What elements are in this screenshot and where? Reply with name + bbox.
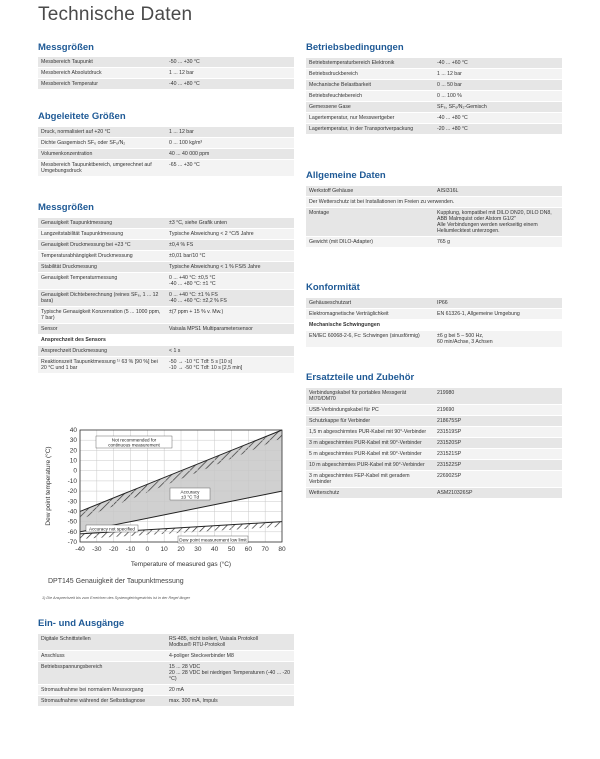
- spec-value: ±0,4 % FS: [166, 240, 294, 251]
- spec-row: [38, 240, 294, 251]
- spec-row: [306, 388, 562, 405]
- spec-value: 0 ... +40 °C: ±0,5 °C -40 ... +80 °C: ±1 °C: [166, 273, 294, 290]
- spec-value: ±(7 ppm + 15 % v. Mw.): [166, 307, 294, 324]
- spec-label: Langzeitstabilität Taupunktmessung: [38, 229, 166, 240]
- spec-row: [38, 138, 294, 149]
- x-tick-label: -40: [75, 546, 85, 553]
- spec-value: -50 ... +30 °C: [166, 57, 294, 68]
- spec-row: [38, 218, 294, 229]
- spec-value: Vaisala MPS1 Multiparametersensor: [166, 324, 294, 335]
- spec-row: [38, 251, 294, 262]
- spec-row: [38, 651, 294, 662]
- spec-row: [38, 262, 294, 273]
- spec-row: [306, 208, 562, 237]
- spec-label: Dichte Gasgemisch SF₆ oder SF₆/N₂: [38, 138, 166, 149]
- spec-value: Typische Abweichung < 2 °C/5 Jahre: [166, 229, 294, 240]
- spec-label: Mechanische Belastbarkeit: [306, 80, 434, 91]
- spec-row: [38, 346, 294, 357]
- x-tick-label: 70: [261, 546, 269, 553]
- spec-value: 219690: [434, 405, 562, 416]
- annotation-accuracy-text: Accuracy: [180, 489, 200, 495]
- y-tick-label: 30: [69, 437, 77, 445]
- spec-row: [306, 186, 562, 197]
- spec-row: [306, 237, 562, 248]
- y-tick-label: -20: [67, 488, 77, 496]
- spec-row: [306, 197, 562, 208]
- spec-row: [38, 685, 294, 696]
- spec-label: Sensor: [38, 324, 166, 335]
- spec-row: [38, 634, 294, 651]
- spec-label: Genauigkeit Dichteberechnung (reines SF₆, 1 ... 12 bara): [38, 290, 166, 307]
- spec-label: Elektromagnetische Verträglichkeit: [306, 309, 434, 320]
- spec-label: Ansprechzeit Druckmessung: [38, 346, 166, 357]
- spec-value: < 1 s: [166, 346, 294, 357]
- spec-value: Typische Abweichung < 1 % FS/5 Jahre: [166, 262, 294, 273]
- spec-value: -40 ... +80 °C: [166, 79, 294, 90]
- spec-value: RS-485, nicht isoliert, Vaisala Protokoll Modbus® RTU-Protokoll: [166, 634, 294, 651]
- spec-value: 765 g: [434, 237, 562, 248]
- y-tick-label: 0: [73, 467, 77, 475]
- spec-value: 218675SP: [434, 416, 562, 427]
- spec-row: [38, 68, 294, 79]
- x-tick-label: -10: [125, 546, 136, 553]
- spec-table-abgeleitete-groessen: [38, 127, 294, 177]
- spec-label: 1,5 m abgeschirmtes PUR-Kabel mit 90°-Verbinder: [306, 427, 434, 438]
- spec-row: [306, 416, 562, 427]
- spec-label: Stromaufnahme während der Selbstdiagnose: [38, 696, 166, 707]
- spec-row: [306, 405, 562, 416]
- spec-label: Betriebstemperaturbereich Elektronik: [306, 58, 434, 69]
- spec-label: Gehäuseschutzart: [306, 298, 434, 309]
- spec-row: [306, 124, 562, 135]
- y-tick-label: -10: [67, 477, 77, 485]
- spec-label: Verbindungskabel für portables Messgerät MI70/DM70: [306, 388, 434, 405]
- x-axis-label: Temperature of measured gas (°C): [130, 561, 232, 568]
- spec-row: [38, 149, 294, 160]
- spec-row: [306, 58, 562, 69]
- spec-table-ein-ausgaenge: [38, 634, 294, 707]
- spec-row: [306, 298, 562, 309]
- spec-table-betriebsbedingungen: [306, 58, 562, 135]
- spec-label: Genauigkeit Druckmessung bei +23 °C: [38, 240, 166, 251]
- spec-row: [306, 80, 562, 91]
- spec-table-messgroessen-2: [38, 218, 294, 374]
- spec-value: 231520SP: [434, 438, 562, 449]
- spec-label: USB-Verbindungskabel für PC: [306, 405, 434, 416]
- spec-value: Kupplung, kompatibel mit DILO DN20, DILO DN8, ABB Malmquist oder Alstom G1/2" Alle Verbindungen werden werkseitig einem Heliumlecktest unterzogen.: [434, 208, 562, 237]
- spec-table-ersatzteile: [306, 388, 562, 499]
- y-tick-label: -30: [67, 498, 77, 506]
- spec-label: Genauigkeit Taupunktmessung: [38, 218, 166, 229]
- spec-value: 1 ... 12 bar: [434, 69, 562, 80]
- spec-label: Volumenkonzentration: [38, 149, 166, 160]
- spec-row: [38, 324, 294, 335]
- spec-value: -40 ... +80 °C: [434, 113, 562, 124]
- spec-label: Wetterschutz: [306, 488, 434, 499]
- x-tick-label: 0: [145, 546, 150, 553]
- spec-subheading-row: [306, 320, 562, 331]
- spec-value: 4-poliger Steckverbinder M8: [166, 651, 294, 662]
- spec-label: Betriebsfeuchtebereich: [306, 91, 434, 102]
- spec-value: 1 ... 12 bar: [166, 68, 294, 79]
- spec-label: EN/IEC 60068-2-6, Fc: Schwingen (sinusförmig): [306, 331, 434, 348]
- section-title-allgemeine-daten: Allgemeine Daten: [306, 170, 386, 181]
- spec-row: [38, 79, 294, 90]
- accuracy-chart-svg: [38, 424, 294, 570]
- spec-label: 3 m abgeschirmtes FEP-Kabel mit geradem Verbinder: [306, 471, 434, 488]
- section-title-betriebsbedingungen: Betriebsbedingungen: [306, 42, 404, 53]
- x-tick-label: 60: [244, 546, 252, 553]
- spec-value: 231519SP: [434, 427, 562, 438]
- annotation-not-recommended-text: continuous measurement: [108, 442, 160, 448]
- spec-label: 10 m abgeschirmtes PUR-Kabel mit 90°-Verbinder: [306, 460, 434, 471]
- x-tick-label: 30: [194, 546, 202, 553]
- spec-value: SF₆, SF₆/N₂-Gemisch: [434, 102, 562, 113]
- spec-row: [306, 113, 562, 124]
- spec-row: [306, 331, 562, 348]
- spec-label: Stabilität Druckmessung: [38, 262, 166, 273]
- spec-value: -40 ... +60 °C: [434, 58, 562, 69]
- spec-value: 226902SP: [434, 471, 562, 488]
- spec-row: [306, 488, 562, 499]
- x-tick-label: 80: [278, 546, 286, 553]
- spec-value: IP66: [434, 298, 562, 309]
- chart-caption: DPT145 Genauigkeit der Taupunktmessung: [48, 578, 184, 585]
- y-tick-label: -60: [67, 528, 77, 536]
- spec-row: [306, 449, 562, 460]
- spec-label: Lagertemperatur, nur Messwertgeber: [306, 113, 434, 124]
- spec-table-allgemeine-daten: [306, 186, 562, 248]
- spec-label: Schutzkappe für Verbinder: [306, 416, 434, 427]
- spec-label: Gewicht (mit DILO-Adapter): [306, 237, 434, 248]
- y-tick-label: 40: [69, 427, 77, 434]
- spec-value: 0 ... 100 %: [434, 91, 562, 102]
- spec-value: -65 ... +30 °C: [166, 160, 294, 177]
- y-axis-label: Dew point temperature (°C): [45, 446, 52, 526]
- spec-label: Messbereich Taupunkt: [38, 57, 166, 68]
- spec-row: [306, 460, 562, 471]
- spec-value: 0 ... +40 °C: ±1 % FS -40 ... +60 °C: ±2,2 % FS: [166, 290, 294, 307]
- y-tick-label: -40: [67, 508, 77, 516]
- spec-label: Druck, normalisiert auf +20 °C: [38, 127, 166, 138]
- spec-table-messgroessen: [38, 57, 294, 90]
- spec-value: 1 ... 12 bar: [166, 127, 294, 138]
- y-tick-label: -70: [67, 539, 77, 546]
- annotation-low-limit-text: Dew point measurement low limit: [179, 537, 247, 543]
- spec-label: Stromaufnahme bei normalem Messvorgang: [38, 685, 166, 696]
- spec-row: [306, 438, 562, 449]
- spec-row: [38, 307, 294, 324]
- spec-label: Messbereich Taupunktbereich, umgerechnet auf Umgebungsdruck: [38, 160, 166, 177]
- x-tick-label: -30: [92, 546, 102, 553]
- spec-value: ASM210326SP: [434, 488, 562, 499]
- x-tick-label: 40: [211, 546, 219, 553]
- section-title-ersatzteile: Ersatzteile und Zubehör: [306, 372, 415, 383]
- spec-label: Gemessene Gase: [306, 102, 434, 113]
- spec-row: [38, 662, 294, 685]
- spec-label: 5 m abgeschirmtes PUR-Kabel mit 90°-Verbinder: [306, 449, 434, 460]
- spec-label: Betriebsspannungsbereich: [38, 662, 166, 685]
- spec-label: Werkstoff Gehäuse: [306, 186, 434, 197]
- spec-value: 20 mA: [166, 685, 294, 696]
- y-tick-label: -50: [67, 518, 77, 526]
- spec-label: Messbereich Absolutdruck: [38, 68, 166, 79]
- spec-value: ±3 °C, siehe Grafik unten: [166, 218, 294, 229]
- spec-row: [306, 471, 562, 488]
- spec-value: 0 ... 50 bar: [434, 80, 562, 91]
- spec-label: Messbereich Temperatur: [38, 79, 166, 90]
- spec-value: 231522SP: [434, 460, 562, 471]
- spec-table-konformitaet: [306, 298, 562, 348]
- spec-value: -50 → -10 °C Tdf: 5 s [10 s] -10 → -50 °C Tdf: 10 s [2,5 min]: [166, 357, 294, 374]
- x-tick-label: 50: [227, 546, 236, 553]
- spec-label: Der Wetterschutz ist bei Installationen im Freien zu verwenden.: [306, 197, 562, 208]
- annotation-not-specified-text: Accuracy not specified: [89, 526, 135, 532]
- x-tick-label: 10: [160, 546, 168, 553]
- spec-row: [38, 160, 294, 177]
- x-tick-label: -20: [108, 546, 119, 553]
- spec-row: [306, 69, 562, 80]
- spec-label: Montage: [306, 208, 434, 237]
- spec-label: Betriebsdruckbereich: [306, 69, 434, 80]
- spec-value: 15 ... 28 VDC 20 ... 28 VDC bei niedrigen Temperaturen (-40 ... -20 °C): [166, 662, 294, 685]
- spec-subheading: Mechanische Schwingungen: [306, 320, 562, 331]
- spec-value: -20 ... +80 °C: [434, 124, 562, 135]
- spec-subheading: Ansprechzeit des Sensors: [38, 335, 294, 346]
- section-title-konformitaet: Konformität: [306, 282, 360, 293]
- section-title-messgroessen-2: Messgrößen: [38, 202, 94, 213]
- y-tick-label: 20: [69, 447, 77, 455]
- spec-value: AISI316L: [434, 186, 562, 197]
- page-title: Technische Daten: [38, 4, 193, 25]
- spec-row: [38, 57, 294, 68]
- spec-label: Reaktionszeit Taupunktmessung ¹⁾ 63 % [90 %] bei 20 °C und 1 bar: [38, 357, 166, 374]
- spec-row: [306, 91, 562, 102]
- spec-row: [306, 427, 562, 438]
- annotation-not-recommended-text: Not recommended for: [111, 437, 157, 443]
- spec-value: 0 ... 100 kg/m³: [166, 138, 294, 149]
- spec-value: 231521SP: [434, 449, 562, 460]
- section-title-ein-ausgaenge: Ein- und Ausgänge: [38, 618, 125, 629]
- spec-value: ±6 g bei 5 – 500 Hz, 60 min/Achse, 3 Achsen: [434, 331, 562, 348]
- spec-value: 40 ... 40 000 ppm: [166, 149, 294, 160]
- spec-row: [38, 127, 294, 138]
- spec-label: Genauigkeit Temperaturmessung: [38, 273, 166, 290]
- spec-row: [38, 290, 294, 307]
- section-title-abgeleitete-groessen: Abgeleitete Größen: [38, 111, 126, 122]
- spec-row: [38, 696, 294, 707]
- spec-label: Anschluss: [38, 651, 166, 662]
- accuracy-chart: [38, 424, 294, 570]
- x-tick-label: 20: [177, 546, 185, 553]
- spec-label: Typische Genauigkeit Konzenration (5 ... 1000 ppm, 7 bar): [38, 307, 166, 324]
- spec-value: 219980: [434, 388, 562, 405]
- spec-value: ±0,01 bar/10 °C: [166, 251, 294, 262]
- spec-label: Temperaturabhängigkeit Druckmessung: [38, 251, 166, 262]
- spec-row: [306, 102, 562, 113]
- spec-label: Digitale Schnittstellen: [38, 634, 166, 651]
- spec-label: 3 m abgeschirmtes PUR-Kabel mit 90°-Verbinder: [306, 438, 434, 449]
- section-title-messgroessen: Messgrößen: [38, 42, 94, 53]
- spec-row: [38, 273, 294, 290]
- spec-subheading-row: [38, 335, 294, 346]
- spec-row: [306, 309, 562, 320]
- spec-value: max. 300 mA, Impuls: [166, 696, 294, 707]
- y-tick-label: 10: [69, 457, 77, 465]
- spec-row: [38, 357, 294, 374]
- spec-row: [38, 229, 294, 240]
- spec-label: Lagertemperatur, in der Transportverpackung: [306, 124, 434, 135]
- spec-value: EN 61326-1, Allgemeine Umgebung: [434, 309, 562, 320]
- annotation-accuracy-text: ±3 °C Td: [180, 494, 200, 500]
- footnote: 1) Die Ansprechzeit bis zum Erreichen des Systemgleichgewichts ist in der Regel länger: [42, 596, 191, 600]
